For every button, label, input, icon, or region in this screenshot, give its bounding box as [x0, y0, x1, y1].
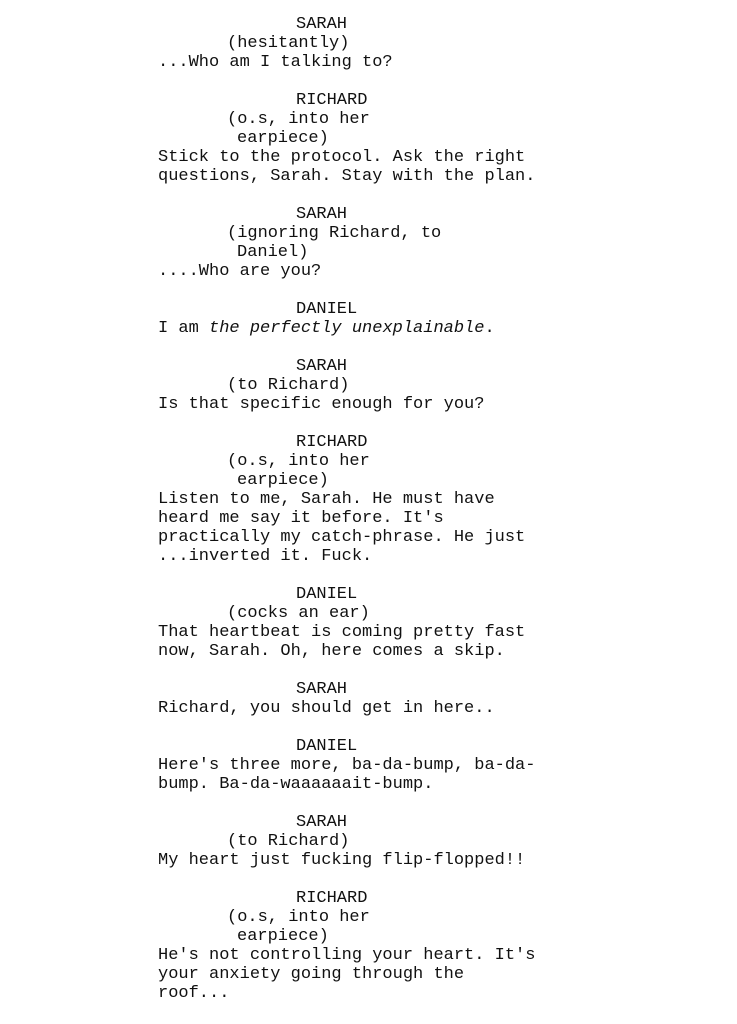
dialogue-line: practically my catch-phrase. He just [158, 528, 526, 547]
dialogue-block [0, 889, 737, 1003]
dialogue-line: Stick to the protocol. Ask the right [158, 148, 526, 167]
dialogue-line: Is that specific enough for you? [158, 395, 485, 414]
dialogue-line: now, Sarah. Oh, here comes a skip. [158, 642, 505, 661]
parenthetical: earpiece) [237, 471, 329, 490]
parenthetical: Daniel) [237, 243, 309, 262]
character-name: SARAH [296, 205, 348, 224]
parenthetical: earpiece) [237, 927, 329, 946]
dialogue-line: questions, Sarah. Stay with the plan. [158, 167, 536, 186]
dialogue-line: He's not controlling your heart. It's [158, 946, 536, 965]
dialogue-line: Listen to me, Sarah. He must have [158, 490, 495, 509]
parenthetical: (o.s, into her [227, 110, 370, 129]
dialogue-italic-text: the perfectly unexplainable [209, 319, 485, 338]
dialogue-line: bump. Ba-da-waaaaaait-bump. [158, 775, 434, 794]
dialogue-block [0, 91, 737, 186]
dialogue-block [0, 300, 737, 338]
dialogue-block [0, 357, 737, 414]
dialogue-line: That heartbeat is coming pretty fast [158, 623, 526, 642]
dialogue-block [0, 680, 737, 718]
dialogue-line: ....Who are you? [158, 262, 322, 281]
dialogue-text: I am [158, 319, 210, 338]
parenthetical: (cocks an ear) [227, 604, 370, 623]
dialogue-line: roof... [158, 984, 230, 1003]
dialogue-line: heard me say it before. It's [158, 509, 444, 528]
character-name: SARAH [296, 357, 348, 376]
dialogue-line: your anxiety going through the [158, 965, 465, 984]
parenthetical: (to Richard) [227, 376, 350, 395]
character-name: DANIEL [296, 737, 358, 756]
dialogue-line: My heart just fucking flip-flopped!! [158, 851, 526, 870]
dialogue-line: Richard, you should get in here.. [158, 699, 495, 718]
dialogue-block [0, 813, 737, 870]
character-name: RICHARD [296, 91, 368, 110]
dialogue-block [0, 585, 737, 661]
parenthetical: (o.s, into her [227, 452, 370, 471]
parenthetical: (to Richard) [227, 832, 350, 851]
character-name: SARAH [296, 15, 348, 34]
dialogue-block [0, 205, 737, 281]
parenthetical: (ignoring Richard, to [227, 224, 442, 243]
character-name: DANIEL [296, 585, 358, 604]
dialogue-block [0, 737, 737, 794]
character-name: SARAH [296, 680, 348, 699]
character-name: SARAH [296, 813, 348, 832]
character-name: DANIEL [296, 300, 358, 319]
dialogue-block [0, 433, 737, 566]
dialogue-block [0, 15, 737, 72]
character-name: RICHARD [296, 889, 368, 908]
parenthetical: (hesitantly) [227, 34, 350, 53]
dialogue-line: Here's three more, ba-da-bump, ba-da- [158, 756, 536, 775]
parenthetical: earpiece) [237, 129, 329, 148]
dialogue-line [0, 319, 737, 338]
dialogue-line: ...inverted it. Fuck. [158, 547, 373, 566]
dialogue-text: . [484, 319, 495, 338]
dialogue-line: ...Who am I talking to? [158, 53, 393, 72]
parenthetical: (o.s, into her [227, 908, 370, 927]
character-name: RICHARD [296, 433, 368, 452]
